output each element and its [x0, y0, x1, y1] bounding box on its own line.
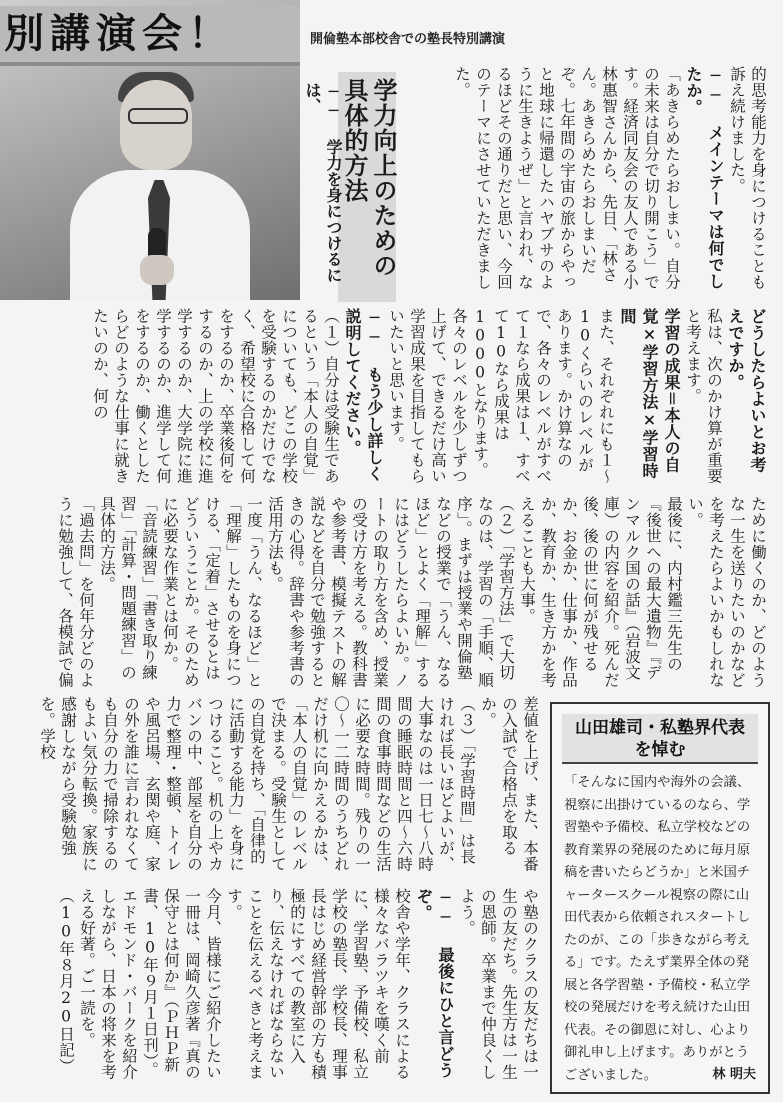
body-text-r5c4: 今月、皆様にご紹介したい一冊は、岡崎久彦著『真の保守とは何か』（ＰＨＰ新書、10年９月１日刊）。エドモンド・バークを紹介しながら、日本の将来を考える好著。ご一読を。 [78, 888, 222, 1080]
memorial-title-line1: 山田雄司・私塾界代表 [575, 718, 745, 738]
heading-question: ── 学力を身につけるには、 [303, 82, 343, 283]
body-row1 [411, 66, 768, 292]
memorial-title-line2: を悼む [634, 740, 686, 760]
body-text-r2c6: （１）自分は受験生であるという「本人の自覚」についても、どこの学校を受験するのかだけでなく、希望校に合格して何をするのか、卒業後何をするのか、上の学校に進学するのか、大学院に進学するのか、進学して何をするのか、働くとしたらどのような仕事に就きたいのか、何の [91, 308, 340, 484]
photo-caption: 開倫塾本部校舎での塾長特別講演 [310, 32, 506, 47]
article-heading: 学力向上のための具体的方法 [340, 78, 398, 278]
body-text-r5c1: や塾のクラスの友だちは一生の友だち。先生方は一生の恩師。卒業まで仲良くしよう。 [458, 888, 539, 1080]
body-text-r3c5: 「過去問」を何年分どのように勉強して、各模試で偏 [56, 496, 95, 688]
question-r2c5: ── もう少し詳しく説明してください。 [343, 308, 384, 482]
body-text-r2c2: 私は、次のかけ算が重要と考えます。 [684, 308, 723, 484]
body-row2 [12, 308, 768, 486]
body-text-r5c3: 校舎や学年、クラスによる様々なバラツキを嘆く前に、学習塾、予備校、私立学校の塾長、学校長、理事長はじめ経営幹部の方も積極的にすべての教室に入り、伝えなければならないことを伝えるべきと考えます。 [225, 888, 411, 1080]
body-text-r2c4: また、それぞれにも１〜10くらいのレベルがあります。かけ算なので、各々のレベルがすべて１なら成果は１、すべて10なら成果は1000となります。各々のレベルを少しずつ上げて、できるだけ高い学習成果を目指してもらいたいと思います。 [387, 308, 615, 484]
speaker-hand [140, 255, 174, 285]
body-text-r4c2: （３）「学習時間」は長ければ長いほどよいが、大事なのは一日七〜八時間の睡眠時間と四〜六時間の食事時間などの生活に必要な時間。残りの一〇〜一二時間のうちどれだけ机に向かえるかは、「本人の自覚」のレベルで決まる。受験生としての自覚を持ち、「自律的に活動する能力」を身につけること。机の上やカバンの中、部屋を自分の力で整理・整頓、トイレや風呂場、玄関や庭、家の外を誰に言われなくても自分の力で掃除するのもよい気分転換。家族に感謝しながら受験勉強を。学校 [38, 696, 476, 872]
body-row3 [12, 496, 768, 688]
speaker-head [120, 80, 192, 170]
body-text-r1c1: 的思考能力を身につけることも訴え続けました。 [728, 66, 767, 290]
lecture-photo [0, 0, 300, 300]
body-row5 [12, 888, 540, 1090]
question-r2c1: どうしたらよいとお考えですか。 [726, 308, 767, 473]
body-text-r4c1: 差値を上げ、また、本番の入試で合格点を取るか。 [479, 696, 539, 872]
photo-banner: 別講演会！ [0, 6, 300, 66]
memorial-body: 「そんなに国内や海外の会議、視察に出掛けているのなら、学習塾や予備校、私立学校などの教育業界の発展のために毎月原稿を書いたらどうか」と米国チャータースクール視察の際に山田代表から依頼されスタートしたのが、この「歩きながら考える」です。たえず業界全体の発展と各学習塾・予備校・私立学校の発展だけを考え続けた山田代表。その御恩に対し、心より御礼申し上げます。ありがとうございました。 [564, 775, 751, 1083]
formula-r2c3: 学習の成果＝本人の自覚×学習方法×学習時間 [618, 308, 681, 479]
memorial-signature: 林 明夫 [712, 1067, 756, 1082]
question-r5c2: ── 最後にひと言どうぞ。 [414, 888, 455, 1079]
body-text-r3c2: 最後に、内村鑑三先生の『後世への最大遺物』『デンマルク国の話』（岩波文庫）の内容を紹介。死んだ後、後の世に何が残せるか、お金か、仕事か、作品か、教育か、生き方かを考えることも大事。 [518, 496, 683, 688]
body-text-r3c4: 一度「うん、なるほど」と「理解」したものを身につける、「定着」させるとはどういうことか。そのために必要な作業とは何か。「音読練習」「書き取り練習」「計算・問題練習」の具体的方法。 [98, 496, 263, 688]
body-text-r1c3: 「あきらめたらおしまい。自分の未来は自分で切り開こう」です。経済同友会の友人である小林惠智さんから、先日、「林さん。あきらめたらおしまいだぞ。七年間の宇宙の旅からやっと地球に帰還したハヤブサのように生きようぜ」と言われ、なるほどその通りだと思い、今回のテーマにさせていただきました。 [453, 66, 681, 290]
question-r1c2: ── メインテーマは何でしたか。 [684, 66, 725, 290]
body-text-r3c3: （２）「学習方法」で大切なのは、学習の「手順、順序」。まずは授業や開倫塾などの授業で「うん、なるほど」とよく「理解」するにはどうしたらよいか。ノートの取り方を含め、授業の受け方を考える。教科書や参考書、模擬テストの解説などを自分で勉強するときの心得。辞書や参考書の活用方法も。 [266, 496, 515, 688]
body-row4 [12, 696, 540, 876]
body-text-r3c1: ために働くのか、どのような一生を送りたいのかなどを考えたらよいかもしれない。 [686, 496, 767, 688]
speaker-glasses [128, 108, 188, 124]
memorial-title [562, 714, 758, 764]
article-date: （10年８月20日記） [57, 888, 75, 1074]
memorial-box [550, 702, 770, 1094]
